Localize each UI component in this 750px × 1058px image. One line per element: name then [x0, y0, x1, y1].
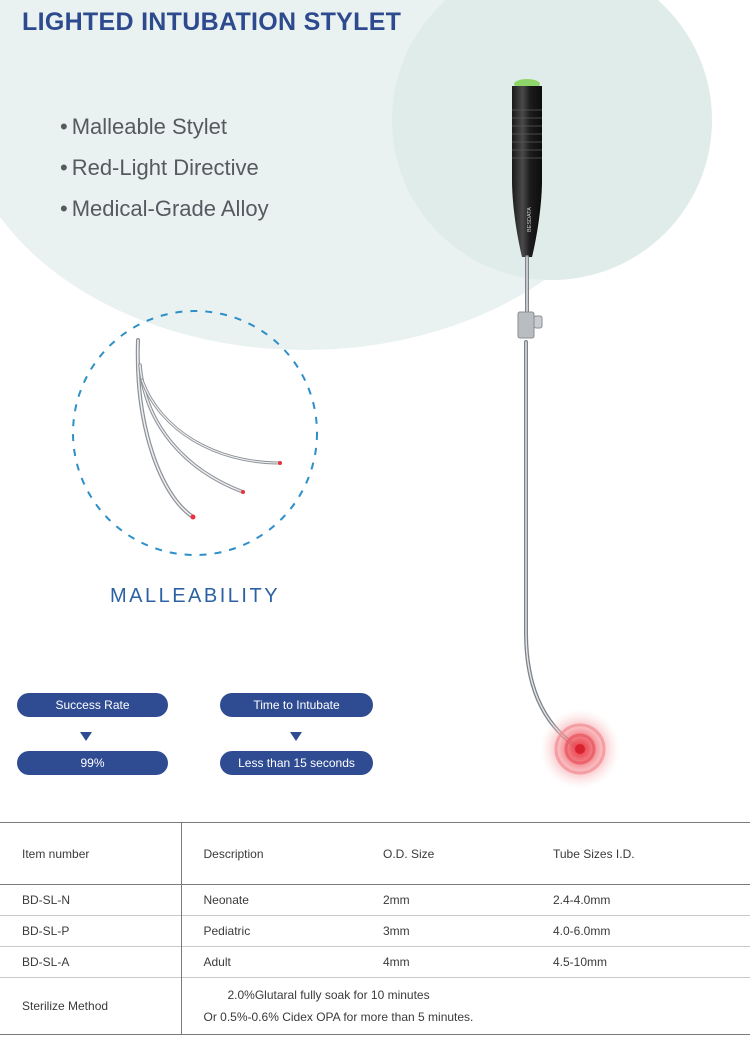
feature-item: • Malleable Stylet [60, 114, 228, 139]
light-tip [575, 744, 585, 754]
arrow-down-icon [80, 732, 92, 741]
header-od-size: O.D. Size [383, 846, 435, 861]
light-tip [278, 461, 282, 465]
success-rate-label: Success Rate [17, 693, 168, 717]
time-to-intubate-value: Less than 15 seconds [220, 751, 373, 775]
success-rate-value: 99% [17, 751, 168, 775]
arrow-down-icon [290, 732, 302, 741]
header-description: Description [203, 846, 264, 861]
handle-brand: BESDATA [527, 207, 533, 232]
header-tube-sizes: Tube Sizes I.D. [553, 846, 635, 861]
table-header-row [0, 823, 750, 885]
page-title: LIGHTED INTUBATION STYLET [22, 8, 402, 36]
time-to-intubate-label: Time to Intubate [220, 693, 373, 717]
malleability-label: MALLEABILITY [109, 585, 281, 607]
feature-item: • Medical-Grade Alloy [60, 196, 269, 221]
tube-stop [518, 312, 534, 338]
light-tip [191, 515, 196, 520]
malleability-illustration [65, 305, 335, 580]
tube-stop-screw [534, 316, 542, 328]
stylet-illustration [490, 72, 640, 802]
light-tip [241, 490, 245, 494]
feature-list [60, 110, 269, 233]
sterilize-label: Sterilize Method [0, 978, 181, 1035]
table-row: BD-SL-P Pediatric 3mm 4.0-6.0mm [0, 916, 750, 947]
sterilize-method: 2.0%Glutaral fully soak for 10 minutes Or 0.5%-0.6% Cidex OPA for more than 5 minutes. [203, 988, 474, 1024]
feature-item: • Red-Light Directive [60, 155, 259, 180]
header-item-number: Item number [0, 823, 181, 885]
sterilize-row [0, 978, 750, 1035]
stylet-curves [138, 340, 280, 517]
table-row: BD-SL-A Adult 4mm 4.5-10mm [0, 947, 750, 978]
spec-table [0, 822, 750, 1035]
table-row: BD-SL-N Neonate 2mm 2.4-4.0mm [0, 885, 750, 916]
